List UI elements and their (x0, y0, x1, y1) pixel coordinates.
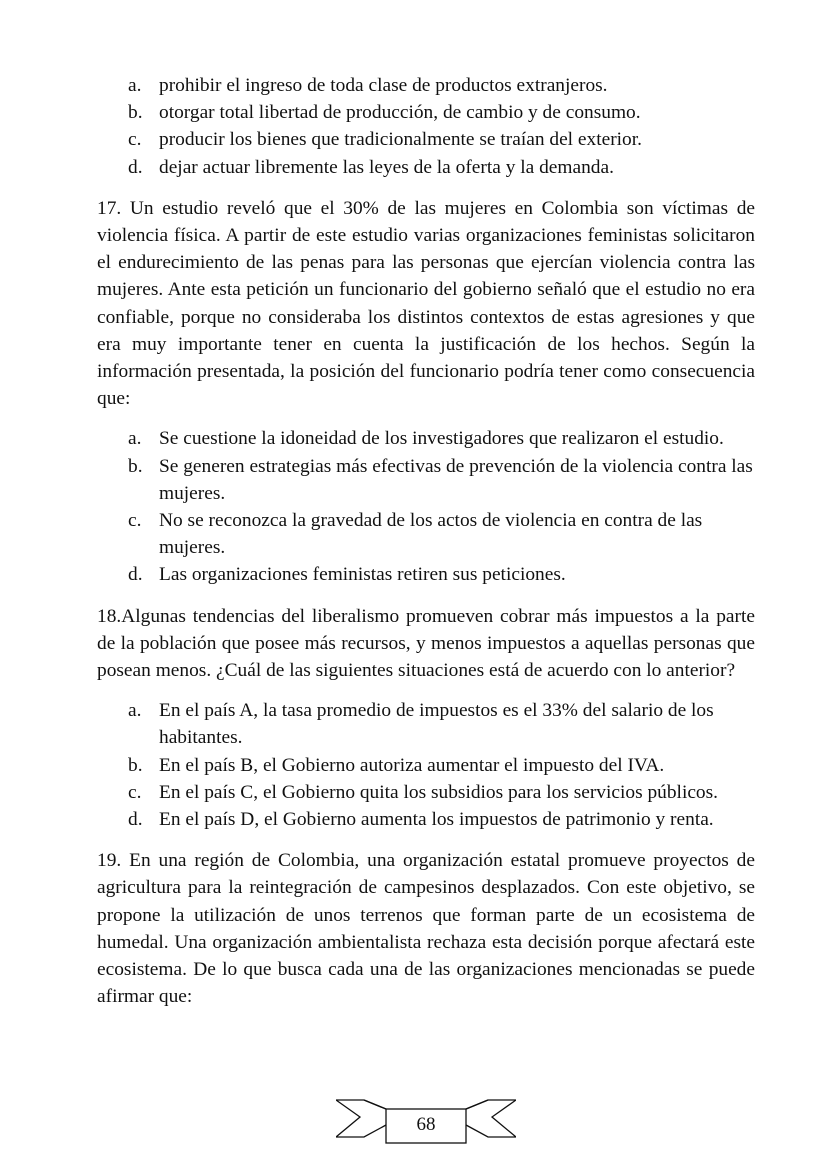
question-17: 17. Un estudio reveló que el 30% de las mujeres en Colombia son víctimas de violencia física. A partir de este estudio varias organizaciones feministas solicitaron el endurecimiento de las penas para las personas que ejercían violencia contra las mujeres. Ante esta petición un funcionario del gobierno señaló que el estudio no era confiable, porque no consideraba los distintos contextos de estas agresiones y que era muy importante tener en cuenta la justificación de los hechos. Según la información presentada, la posición del funcionario podría tener como consecuencia que: (97, 197, 755, 410)
option-text: En el país A, la tasa promedio de impuestos es el 33% del salario de los habitantes. (159, 700, 714, 749)
page-number: 68 (416, 1114, 436, 1135)
option-text: Las organizaciones feministas retiren sus peticiones. (159, 564, 566, 586)
page-content (97, 72, 755, 1011)
option-text: otorgar total libertad de producción, de cambio y de consumo. (159, 102, 641, 124)
q16-option-a (97, 72, 755, 99)
option-text: En el país D, el Gobierno aumenta los impuestos de patrimonio y renta. (159, 809, 714, 831)
option-letter: a. (128, 428, 142, 450)
option-text: En el país B, el Gobierno autoriza aumentar el impuesto del IVA. (159, 754, 665, 776)
option-letter: a. (128, 700, 142, 722)
q18-option-a (97, 697, 755, 751)
q18-option-b (97, 752, 755, 779)
option-text: dejar actuar libremente las leyes de la oferta y la demanda. (159, 156, 614, 178)
question-18: 18.Algunas tendencias del liberalismo promueven cobrar más impuestos a la parte de la población que posee más recursos, y menos impuestos a aquellas personas que posean menos. ¿Cuál de las siguientes situaciones está de acuerdo con lo anterior? (97, 605, 755, 682)
option-text: En el país C, el Gobierno quita los subsidios para los servicios públicos. (159, 781, 719, 803)
option-letter: d. (128, 564, 143, 586)
q18-option-d (97, 806, 755, 833)
q16-option-b (97, 99, 755, 126)
page-footer (336, 1095, 516, 1149)
q18-option-c (97, 779, 755, 806)
option-letter: b. (128, 754, 143, 776)
q17-option-c (97, 507, 755, 561)
option-letter: c. (128, 510, 142, 532)
option-text: producir los bienes que tradicionalmente se traían del exterior. (159, 129, 642, 151)
q17-option-d (97, 561, 755, 588)
option-text: Se cuestione la idoneidad de los investigadores que realizaron el estudio. (159, 428, 724, 450)
option-letter: b. (128, 102, 143, 124)
q16-option-c (97, 126, 755, 153)
q17-options (97, 425, 755, 588)
q16-options (97, 72, 755, 181)
option-letter: d. (128, 156, 143, 178)
option-letter: d. (128, 809, 143, 831)
option-letter: c. (128, 129, 142, 151)
option-text: Se generen estrategias más efectivas de prevención de la violencia contra las mujeres. (159, 455, 753, 504)
option-letter: a. (128, 75, 142, 96)
option-letter: c. (128, 781, 142, 803)
option-text: No se reconozca la gravedad de los actos de violencia en contra de las mujeres. (159, 510, 703, 559)
q18-options (97, 697, 755, 833)
q16-option-d (97, 154, 755, 181)
q17-option-b (97, 453, 755, 507)
option-text: prohibir el ingreso de toda clase de productos extranjeros. (159, 75, 608, 96)
question-19: 19. En una región de Colombia, una organización estatal promueve proyectos de agricultura para la reintegración de campesinos desplazados. Con este objetivo, se propone la utilización de unos terrenos que forman parte de un ecosistema de humedal. Una organización ambientalista rechaza esta decisión porque afectará este ecosistema. De lo que busca cada una de las organizaciones mencionadas se puede afirmar que: (97, 850, 755, 1008)
q17-option-a (97, 425, 755, 452)
option-letter: b. (128, 455, 143, 477)
